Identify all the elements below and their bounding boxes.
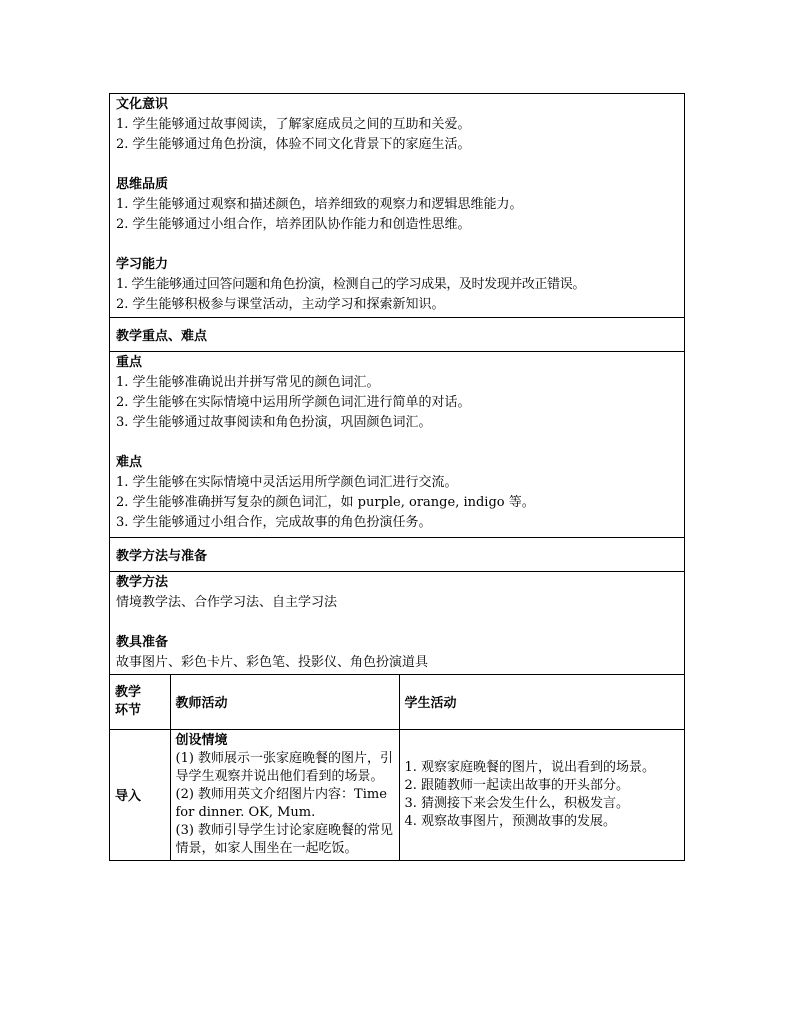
culture-heading: 文化意识 xyxy=(116,97,169,112)
difficulty-item: 2. 学生能够准确拼写复杂的颜色词汇，如 purple, orange, indigo 等。 xyxy=(116,495,535,510)
learning-heading: 学习能力 xyxy=(116,257,169,272)
teacher-line: (1) 教师展示一张家庭晚餐的图片，引导学生观察并说出他们看到的场景。 xyxy=(175,750,394,784)
student-line: 1. 观察家庭晚餐的图片，说出看到的场景。 xyxy=(404,759,656,775)
key-points-title: 教学重点、难点 xyxy=(110,318,684,352)
tools-heading: 教具准备 xyxy=(116,635,169,650)
methods-section xyxy=(110,572,684,675)
objectives-section xyxy=(110,94,684,318)
key-points-section xyxy=(110,352,684,538)
header-teacher-label: 教师活动 xyxy=(175,696,228,712)
activity-row xyxy=(110,729,684,860)
stage-label: 导入 xyxy=(115,789,142,804)
thinking-item: 1. 学生能够通过观察和描述颜色，培养细致的观察力和逻辑思维能力。 xyxy=(116,197,523,212)
culture-item: 2. 学生能够通过角色扮演，体验不同文化背景下的家庭生活。 xyxy=(116,137,471,152)
header-teacher xyxy=(170,675,399,729)
student-line: 2. 跟随教师一起读出故事的开头部分。 xyxy=(404,777,630,793)
student-line: 4. 观察故事图片，预测故事的发展。 xyxy=(404,813,617,829)
focus-item: 1. 学生能够准确说出并拼写常见的颜色词汇。 xyxy=(116,375,380,390)
activity-header-row xyxy=(110,675,684,729)
tools-text: 故事图片、彩色卡片、彩色笔、投影仪、角色扮演道具 xyxy=(116,655,429,670)
culture-item: 1. 学生能够通过故事阅读，了解家庭成员之间的互助和关爱。 xyxy=(116,117,471,132)
learning-item: 2. 学生能够积极参与课堂活动，主动学习和探索新知识。 xyxy=(116,297,445,312)
stage-cell xyxy=(110,729,170,860)
thinking-item: 2. 学生能够通过小组合作，培养团队协作能力和创造性思维。 xyxy=(116,217,471,232)
teacher-line: (2) 教师用英文介绍图片内容：Time for dinner. OK, Mum. xyxy=(175,786,387,820)
header-student xyxy=(399,675,684,729)
thinking-heading: 思维品质 xyxy=(116,177,169,192)
focus-item: 3. 学生能够通过故事阅读和角色扮演，巩固颜色词汇。 xyxy=(116,415,432,430)
teacher-line: (3) 教师引导学生讨论家庭晚餐的常见情景，如家人围坐在一起吃饭。 xyxy=(175,822,394,856)
learning-item: 1. 学生能够通过回答问题和角色扮演，检测自己的学习成果，及时发现并改正错误。 xyxy=(116,277,585,292)
teacher-cell xyxy=(170,729,399,860)
method-heading: 教学方法 xyxy=(116,575,169,590)
focus-heading: 重点 xyxy=(116,355,143,370)
focus-item: 2. 学生能够在实际情境中运用所学颜色词汇进行简单的对话。 xyxy=(116,395,471,410)
activity-table xyxy=(110,675,684,860)
student-line: 3. 猜测接下来会发生什么，积极发言。 xyxy=(404,795,630,811)
lesson-plan-table xyxy=(109,93,685,861)
header-stage-label: 教学环节 xyxy=(115,684,142,718)
header-stage xyxy=(110,675,170,729)
difficulty-heading: 难点 xyxy=(116,455,143,470)
teacher-heading: 创设情境 xyxy=(175,732,228,748)
difficulty-item: 3. 学生能够通过小组合作，完成故事的角色扮演任务。 xyxy=(116,515,432,530)
method-text: 情境教学法、合作学习法、自主学习法 xyxy=(116,595,338,610)
difficulty-item: 1. 学生能够在实际情境中灵活运用所学颜色词汇进行交流。 xyxy=(116,475,458,490)
student-cell xyxy=(399,729,684,860)
methods-title: 教学方法与准备 xyxy=(110,538,684,572)
header-student-label: 学生活动 xyxy=(404,696,457,712)
